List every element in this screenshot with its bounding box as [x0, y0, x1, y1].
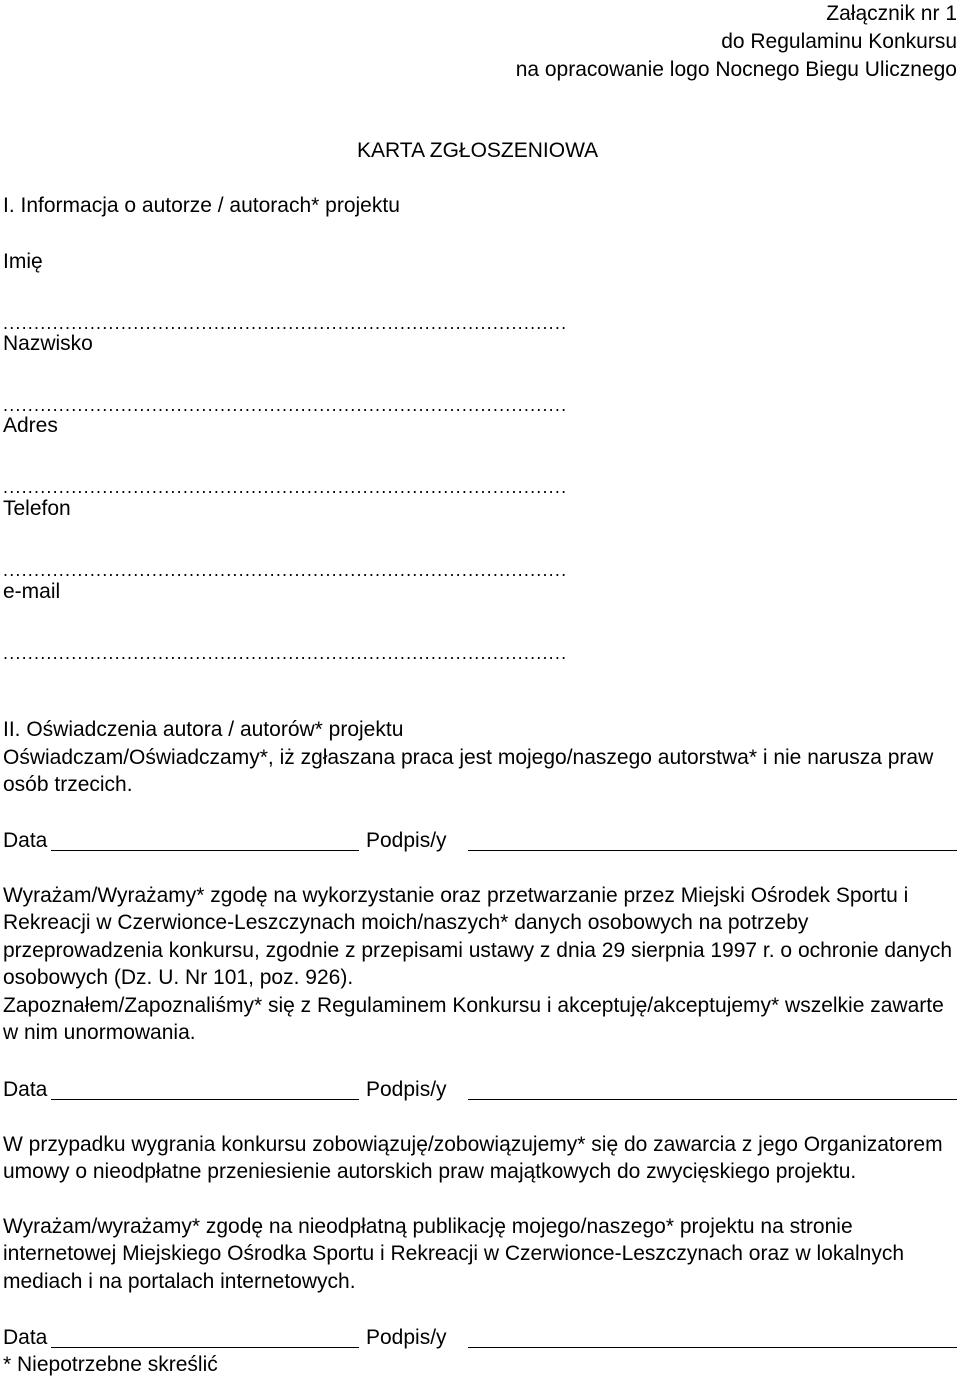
signature-row-1	[3, 827, 958, 854]
regulation-acceptance: Zapoznałem/Zapoznaliśmy* się z Regulaminem Konkursu i akceptuję/akceptujemy* wszelkie zawarte w nim unormowania.	[3, 994, 944, 1045]
date-line[interactable]	[51, 850, 359, 851]
signature-row-3	[3, 1324, 958, 1351]
signature-label: Podpis/y	[366, 829, 447, 852]
attachment-regulation: do Regulaminu Konkursu	[721, 30, 957, 53]
publication-consent: Wyrażam/wyrażamy* zgodę na nieodpłatną publikację mojego/naszego* projektu na stronie internetowej Miejskiego Ośrodka Sportu i Rekreacji w Czerwionce-Leszczynach oraz w lokalnych mediach i na portalach internetowych.	[3, 1215, 905, 1293]
field-label-address: Adres	[3, 414, 58, 437]
field-input-address[interactable]: ...........................................................................................	[3, 480, 568, 494]
attachment-number: Załącznik nr 1	[826, 2, 957, 25]
field-input-email[interactable]: ...........................................................................................	[3, 646, 568, 660]
date-label: Data	[3, 1326, 48, 1349]
signature-row-2	[3, 1076, 958, 1103]
section-1-heading: I. Informacja o autorze / autorach* projektu	[3, 194, 400, 217]
signature-label: Podpis/y	[366, 1326, 447, 1349]
section-2-heading: II. Oświadczenia autora / autorów* projektu	[3, 718, 404, 741]
date-line[interactable]	[51, 1347, 359, 1348]
authorship-statement: Oświadczam/Oświadczamy*, iż zgłaszana praca jest mojego/naszego autorstwa* i nie narusza praw osób trzecich.	[3, 746, 934, 797]
field-input-phone[interactable]: ...........................................................................................	[3, 563, 568, 577]
field-label-last-name: Nazwisko	[3, 332, 93, 355]
signature-line[interactable]	[468, 1347, 957, 1348]
field-label-email: e-mail	[3, 580, 61, 603]
field-input-last-name[interactable]: ...........................................................................................	[3, 398, 568, 412]
date-line[interactable]	[51, 1099, 359, 1100]
field-label-phone: Telefon	[3, 497, 71, 520]
signature-line[interactable]	[468, 1099, 957, 1100]
field-label-first-name: Imię	[3, 250, 43, 273]
attachment-subject: na opracowanie logo Nocnego Biegu Ulicznego	[515, 58, 957, 81]
signature-label: Podpis/y	[366, 1078, 447, 1101]
form-title: KARTA ZGŁOSZENIOWA	[357, 139, 599, 162]
footnote: * Niepotrzebne skreślić	[3, 1353, 218, 1376]
signature-line[interactable]	[468, 850, 957, 851]
data-processing-consent: Wyrażam/Wyrażamy* zgodę na wykorzystanie oraz przetwarzanie przez Miejski Ośrodek Sportu i Rekreacji w Czerwionce-Leszczynach moich/naszych* danych osobowych na potrzeby przeprowadzenia konkursu, zgodnie z przepisami ustawy z dnia 29 sierpnia 1997 r. o ochronie danych osobowych (Dz. U. Nr 101, poz. 926).	[3, 884, 953, 989]
field-input-first-name[interactable]: ...........................................................................................	[3, 316, 568, 330]
date-label: Data	[3, 829, 48, 852]
copyright-transfer-statement: W przypadku wygrania konkursu zobowiązuję/zobowiązujemy* się do zawarcia z jego Organizatorem umowy o nieodpłatne przeniesienie autorskich praw majątkowych do zwycięskiego projektu.	[3, 1133, 943, 1184]
date-label: Data	[3, 1078, 48, 1101]
